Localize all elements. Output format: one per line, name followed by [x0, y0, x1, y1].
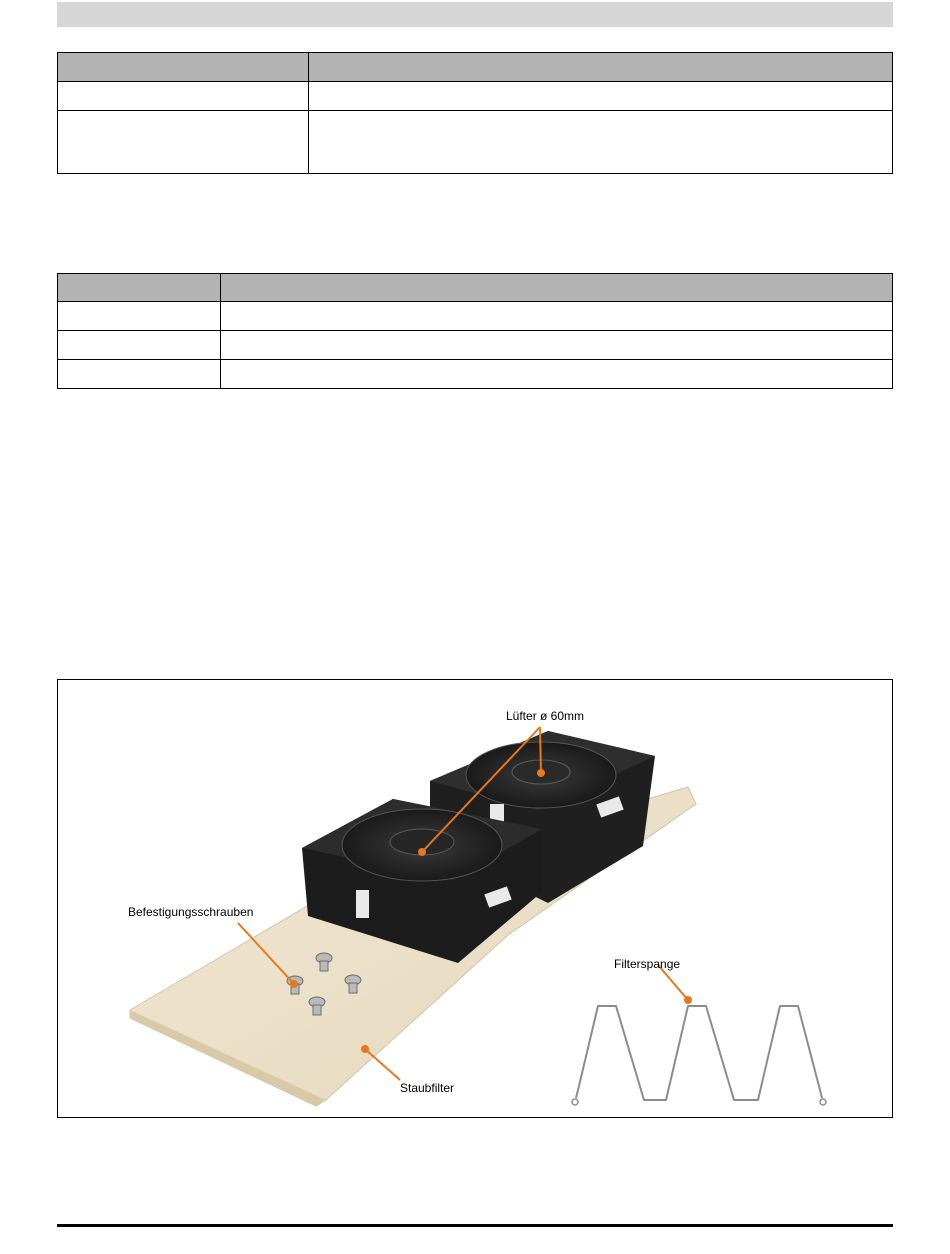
table-cell: [221, 360, 893, 389]
table-row: [58, 331, 893, 360]
table-row: [58, 360, 893, 389]
table-cell: [309, 111, 893, 174]
spec-table-1: [57, 52, 893, 174]
fans-label: Lüfter ø 60mm: [506, 709, 585, 723]
section-header-bar: [57, 2, 893, 27]
fan-kit-illustration: [58, 680, 892, 1117]
fan-kit-figure: [57, 679, 893, 1118]
footer-rule: [57, 1224, 893, 1227]
table-header-cell: [58, 53, 309, 82]
filter-clip-label: Filterspange: [614, 957, 681, 971]
table-row: [58, 302, 893, 331]
screws-label: Befestigungsschrauben: [128, 905, 254, 919]
table-header-cell: [58, 274, 221, 302]
table-header-cell: [221, 274, 893, 302]
spec-table-2: [57, 273, 893, 389]
table-cell: [58, 111, 309, 174]
dust-filter-label: Staubfilter: [400, 1081, 455, 1095]
table-header-row: [58, 53, 893, 82]
table-cell: [309, 82, 893, 111]
table-cell: [221, 331, 893, 360]
table-row: [58, 82, 893, 111]
table-cell: [58, 82, 309, 111]
table-header-cell: [309, 53, 893, 82]
table-cell: [221, 302, 893, 331]
table-cell: [58, 331, 221, 360]
filter-clip-icon: [572, 1006, 826, 1105]
table-header-row: [58, 274, 893, 302]
table-row: [58, 111, 893, 174]
table-cell: [58, 302, 221, 331]
table-cell: [58, 360, 221, 389]
